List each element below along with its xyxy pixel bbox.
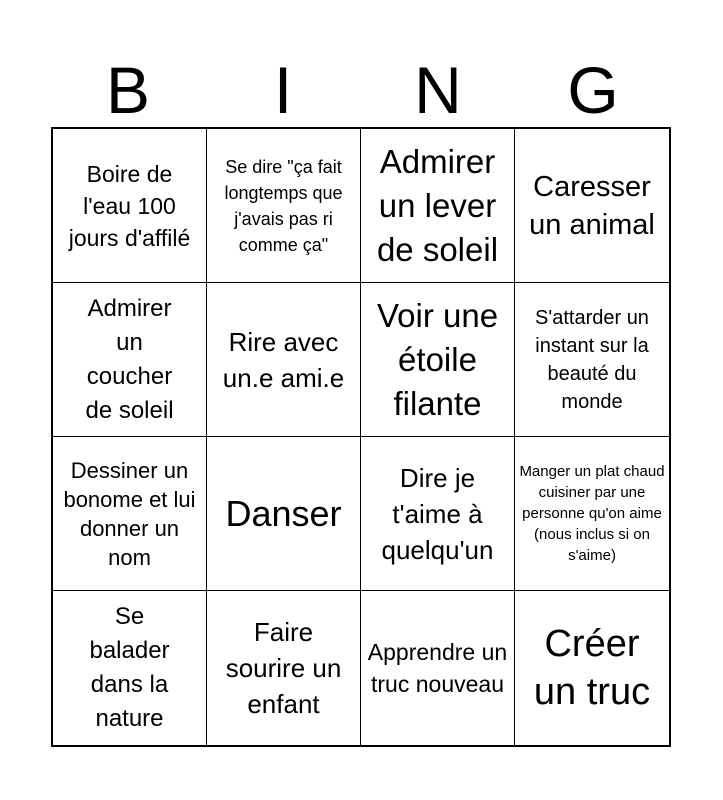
bingo-cell-r2c2[interactable] bbox=[207, 283, 361, 437]
bingo-cell-r4c2[interactable] bbox=[207, 591, 361, 745]
cell-text: Admirer un coucher de soleil bbox=[85, 294, 174, 424]
header-letter-n: N bbox=[414, 53, 462, 127]
cell-text: Se balader dans la nature bbox=[89, 603, 170, 732]
bingo-cell-r3c4[interactable] bbox=[515, 437, 669, 591]
bingo-cell-r4c3[interactable] bbox=[361, 591, 515, 745]
bingo-cell-r2c4[interactable] bbox=[515, 283, 669, 437]
header-letter-i: I bbox=[273, 53, 293, 127]
header-letter-b: B bbox=[105, 53, 151, 127]
bingo-cell-r3c3[interactable] bbox=[361, 437, 515, 591]
bingo-cell-r3c1[interactable] bbox=[53, 437, 207, 591]
cell-text: Faire sourire un enfant bbox=[225, 617, 342, 719]
cell-text: Danser bbox=[225, 492, 342, 534]
cell-text: Boire de l'eau 100 jours d'affilé bbox=[68, 160, 191, 251]
cell-text: Rire avec un.e ami.e bbox=[222, 326, 345, 393]
bingo-cell-r1c1[interactable] bbox=[53, 129, 207, 283]
bingo-cell-r4c4[interactable] bbox=[515, 591, 669, 745]
bingo-cell-r1c4[interactable] bbox=[515, 129, 669, 283]
cell-text: Voir une étoile filante bbox=[376, 296, 499, 422]
bingo-grid bbox=[51, 127, 671, 747]
cell-text: Se dire "ça fait longtemps que j'avais pas ri comme ça" bbox=[224, 156, 343, 255]
cell-text: Créer un truc bbox=[533, 623, 651, 713]
bingo-cell-r2c3[interactable] bbox=[361, 283, 515, 437]
bingo-cell-r1c2[interactable] bbox=[207, 129, 361, 283]
header-letter-g: G bbox=[567, 53, 619, 127]
cell-text: Caresser un animal bbox=[529, 170, 655, 241]
bingo-cell-r3c2[interactable] bbox=[207, 437, 361, 591]
cell-text: Manger un plat chaud cuisiner par une personne qu'on aime (nous inclus si on s'aime) bbox=[519, 463, 665, 564]
cell-text: Dessiner un bonome et lui donner un nom bbox=[63, 457, 196, 570]
cell-text: Admirer un lever de soleil bbox=[376, 142, 499, 268]
bingo-cell-r4c1[interactable] bbox=[53, 591, 207, 745]
bingo-cell-r2c1[interactable] bbox=[53, 283, 207, 437]
cell-text: S'attarder un instant sur la beauté du monde bbox=[535, 306, 649, 413]
cell-text: Apprendre un truc nouveau bbox=[367, 639, 508, 697]
cell-text: Dire je t'aime à quelqu'un bbox=[381, 462, 494, 565]
bingo-cell-r1c3[interactable] bbox=[361, 129, 515, 283]
